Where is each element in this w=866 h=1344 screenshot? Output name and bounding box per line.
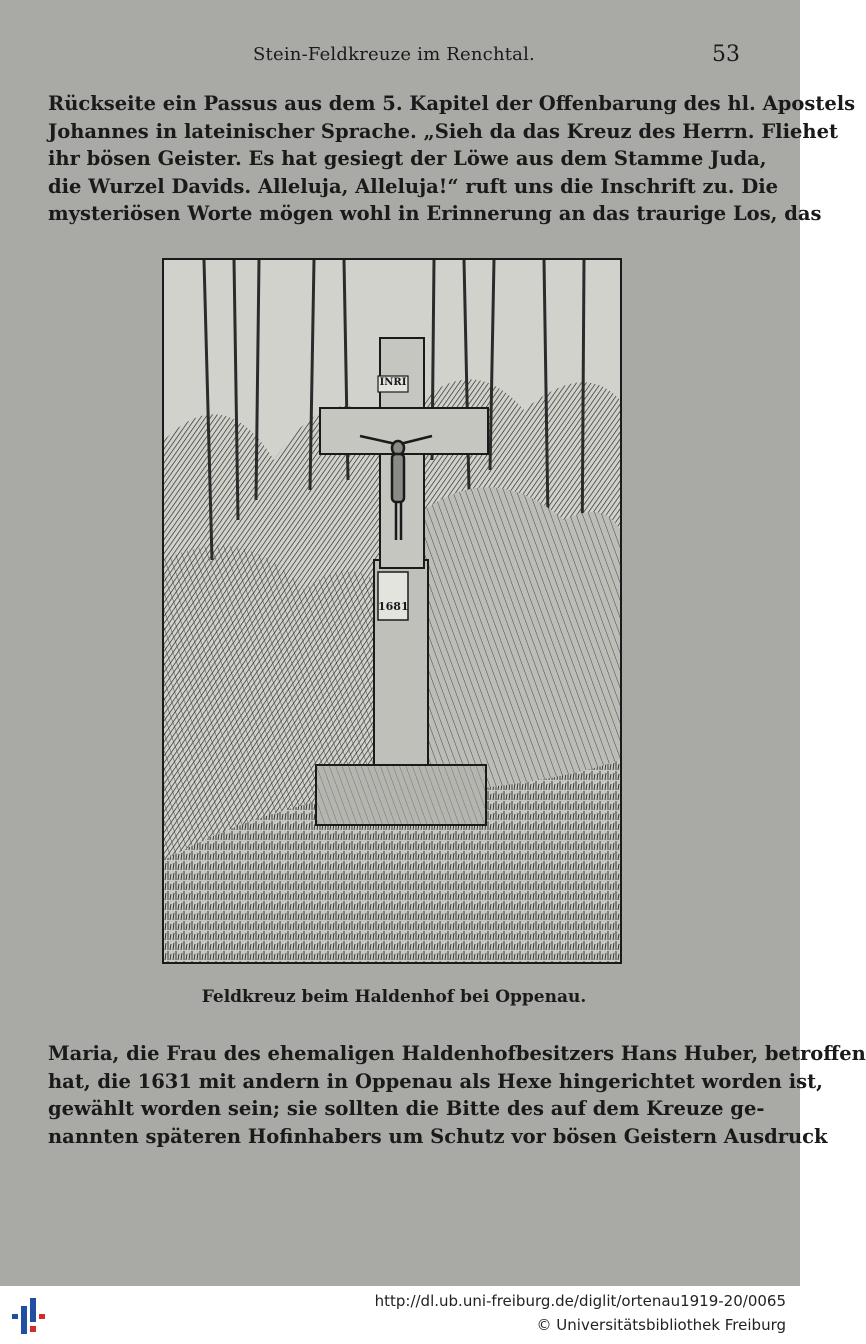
text-line: gewählt worden sein; sie sollten die Bitte des auf dem Kreuze ge-: [48, 1097, 765, 1120]
text-line: hat, die 1631 mit andern in Oppenau als Hexe hingerichtet worden ist,: [48, 1069, 823, 1093]
library-logo-icon: [8, 1294, 52, 1338]
inscription-year: 1681: [378, 600, 409, 613]
text-line: ihr bösen Geister. Es hat gesiegt der Löwe aus dem Stamme Juda,: [48, 147, 767, 170]
source-url-link[interactable]: http://dl.ub.uni-freiburg.de/diglit/ortenau1919-20/0065: [374, 1292, 786, 1310]
figure-caption: Feldkreuz beim Haldenhof bei Oppenau.: [201, 987, 587, 1007]
text-line: Johannes in lateinischer Sprache. „Sieh da das Kreuz des Herrn. Fliehet: [48, 119, 838, 143]
library-footer: [0, 1286, 800, 1344]
text-line: die Wurzel Davids. Alleluja, Alleluja!“ ruft uns die Inschrift zu. Die: [48, 174, 779, 198]
top-paragraph: [48, 90, 856, 228]
page-number: 53: [712, 42, 740, 67]
bottom-paragraph: [48, 1040, 866, 1150]
copyright-notice: © Universitätsbibliothek Freiburg: [536, 1316, 786, 1334]
running-head: [48, 44, 740, 72]
text-line: Maria, die Frau des ehemaligen Haldenhofbesitzers Hans Huber, betroffen: [48, 1042, 866, 1065]
text-line: nannten späteren Hofinhabers um Schutz vor bösen Geistern Ausdruck: [48, 1124, 828, 1148]
text-line: Rückseite ein Passus aus dem 5. Kapitel der Offenbarung des hl. Apostels: [48, 92, 856, 115]
engraving-illustration: [162, 258, 622, 964]
running-title: Stein-Feldkreuze im Renchtal.: [253, 44, 535, 65]
text-line: mysteriösen Worte mögen wohl in Erinnerung an das traurige Los, das: [48, 202, 822, 225]
inri-label: INRI: [379, 377, 407, 388]
